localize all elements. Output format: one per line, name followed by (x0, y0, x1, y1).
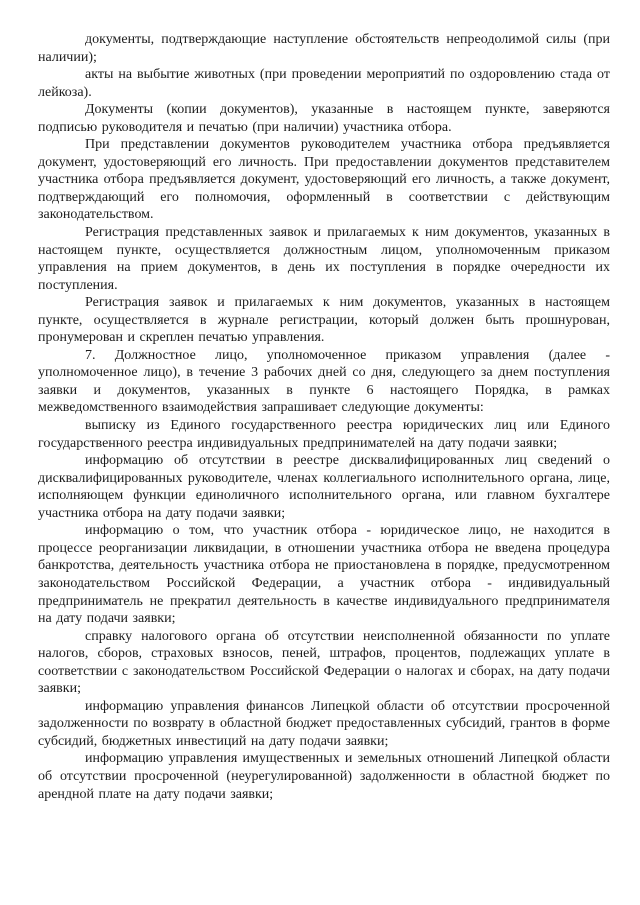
paragraph: 7. Должностное лицо, уполномоченное приказом управления (далее - уполномоченное лицо), в течение 3 рабочих дней со дня, следующего за днем поступления заявки и документов, указанных в пункте 6 настоящего Порядка, в рамках межведомственного взаимодействия запрашивает следующие документы: (38, 347, 610, 416)
paragraph: информацию управления финансов Липецкой области об отсутствии просроченной задолженности по возврату в областной бюджет предоставленных субсидий, грантов в форме субсидий, бюджетных инвестиций на дату подачи заявки; (38, 698, 610, 749)
document-text-block (38, 31, 610, 803)
paragraph: Документы (копии документов), указанные в настоящем пункте, заверяются подписью руководителя и печатью (при наличии) участника отбора. (38, 102, 610, 135)
paragraph: информацию управления имущественных и земельных отношений Липецкой области об отсутствии просроченной (неурегулированной) задолженности в областной бюджет по арендной плате на дату подачи заявки; (38, 751, 610, 802)
paragraph: Регистрация представленных заявок и прилагаемых к ним документов, указанных в настоящем пункте, осуществляется должностным лицом, уполномоченным приказом управления на прием документов, в день их поступления в порядке очередности их поступления. (38, 225, 610, 293)
paragraph: Регистрация заявок и прилагаемых к ним документов, указанных в настоящем пункте, осуществляется в журнале регистрации, который должен быть прошнурован, пронумерован и скреплен печатью управления. (38, 295, 610, 346)
paragraph: акты на выбытие животных (при проведении мероприятий по оздоровлению стада от лейкоза). (38, 67, 610, 100)
paragraph: справку налогового органа об отсутствии неисполненной обязанности по уплате налогов, сборов, страховых взносов, пеней, штрафов, процентов, подлежащих уплате в соответствии с законодательством Российской Федерации о налогах и сборах, на дату подачи заявки; (38, 628, 610, 697)
paragraph: При представлении документов руководителем участника отбора предъявляется документ, удостоверяющий его личность. При предоставлении документов представителем участника отбора предъявляется документ, удостоверяющий его личность, а также документ, подтверждающий его полномочия, оформленный в соответствии с действующим законодательством. (38, 137, 610, 223)
paragraph: документы, подтверждающие наступление обстоятельств непреодолимой силы (при наличии); (38, 32, 610, 65)
paragraph: информацию об отсутствии в реестре дисквалифицированных лиц сведений о дисквалифицированных руководителе, членах коллегиального исполнительного органа, лице, исполняющем функции единоличного исполнительного органа, или главном бухгалтере участника отбора на дату подачи заявки; (38, 453, 610, 521)
paragraph: информацию о том, что участник отбора - юридическое лицо, не находится в процессе реорганизации ликвидации, в отношении участника отбора не введена процедура банкротства, деятельность участника отбора не приостановлена в порядке, предусмотренном законодательством Российской Федерации, а участник отбора - индивидуальный предприниматель не прекратил деятельность в качестве индивидуального предпринимателя на дату подачи заявки; (38, 523, 610, 627)
paragraph: выписку из Единого государственного реестра юридических лиц или Единого государственного реестра индивидуальных предпринимателей на дату подачи заявки; (38, 418, 610, 451)
